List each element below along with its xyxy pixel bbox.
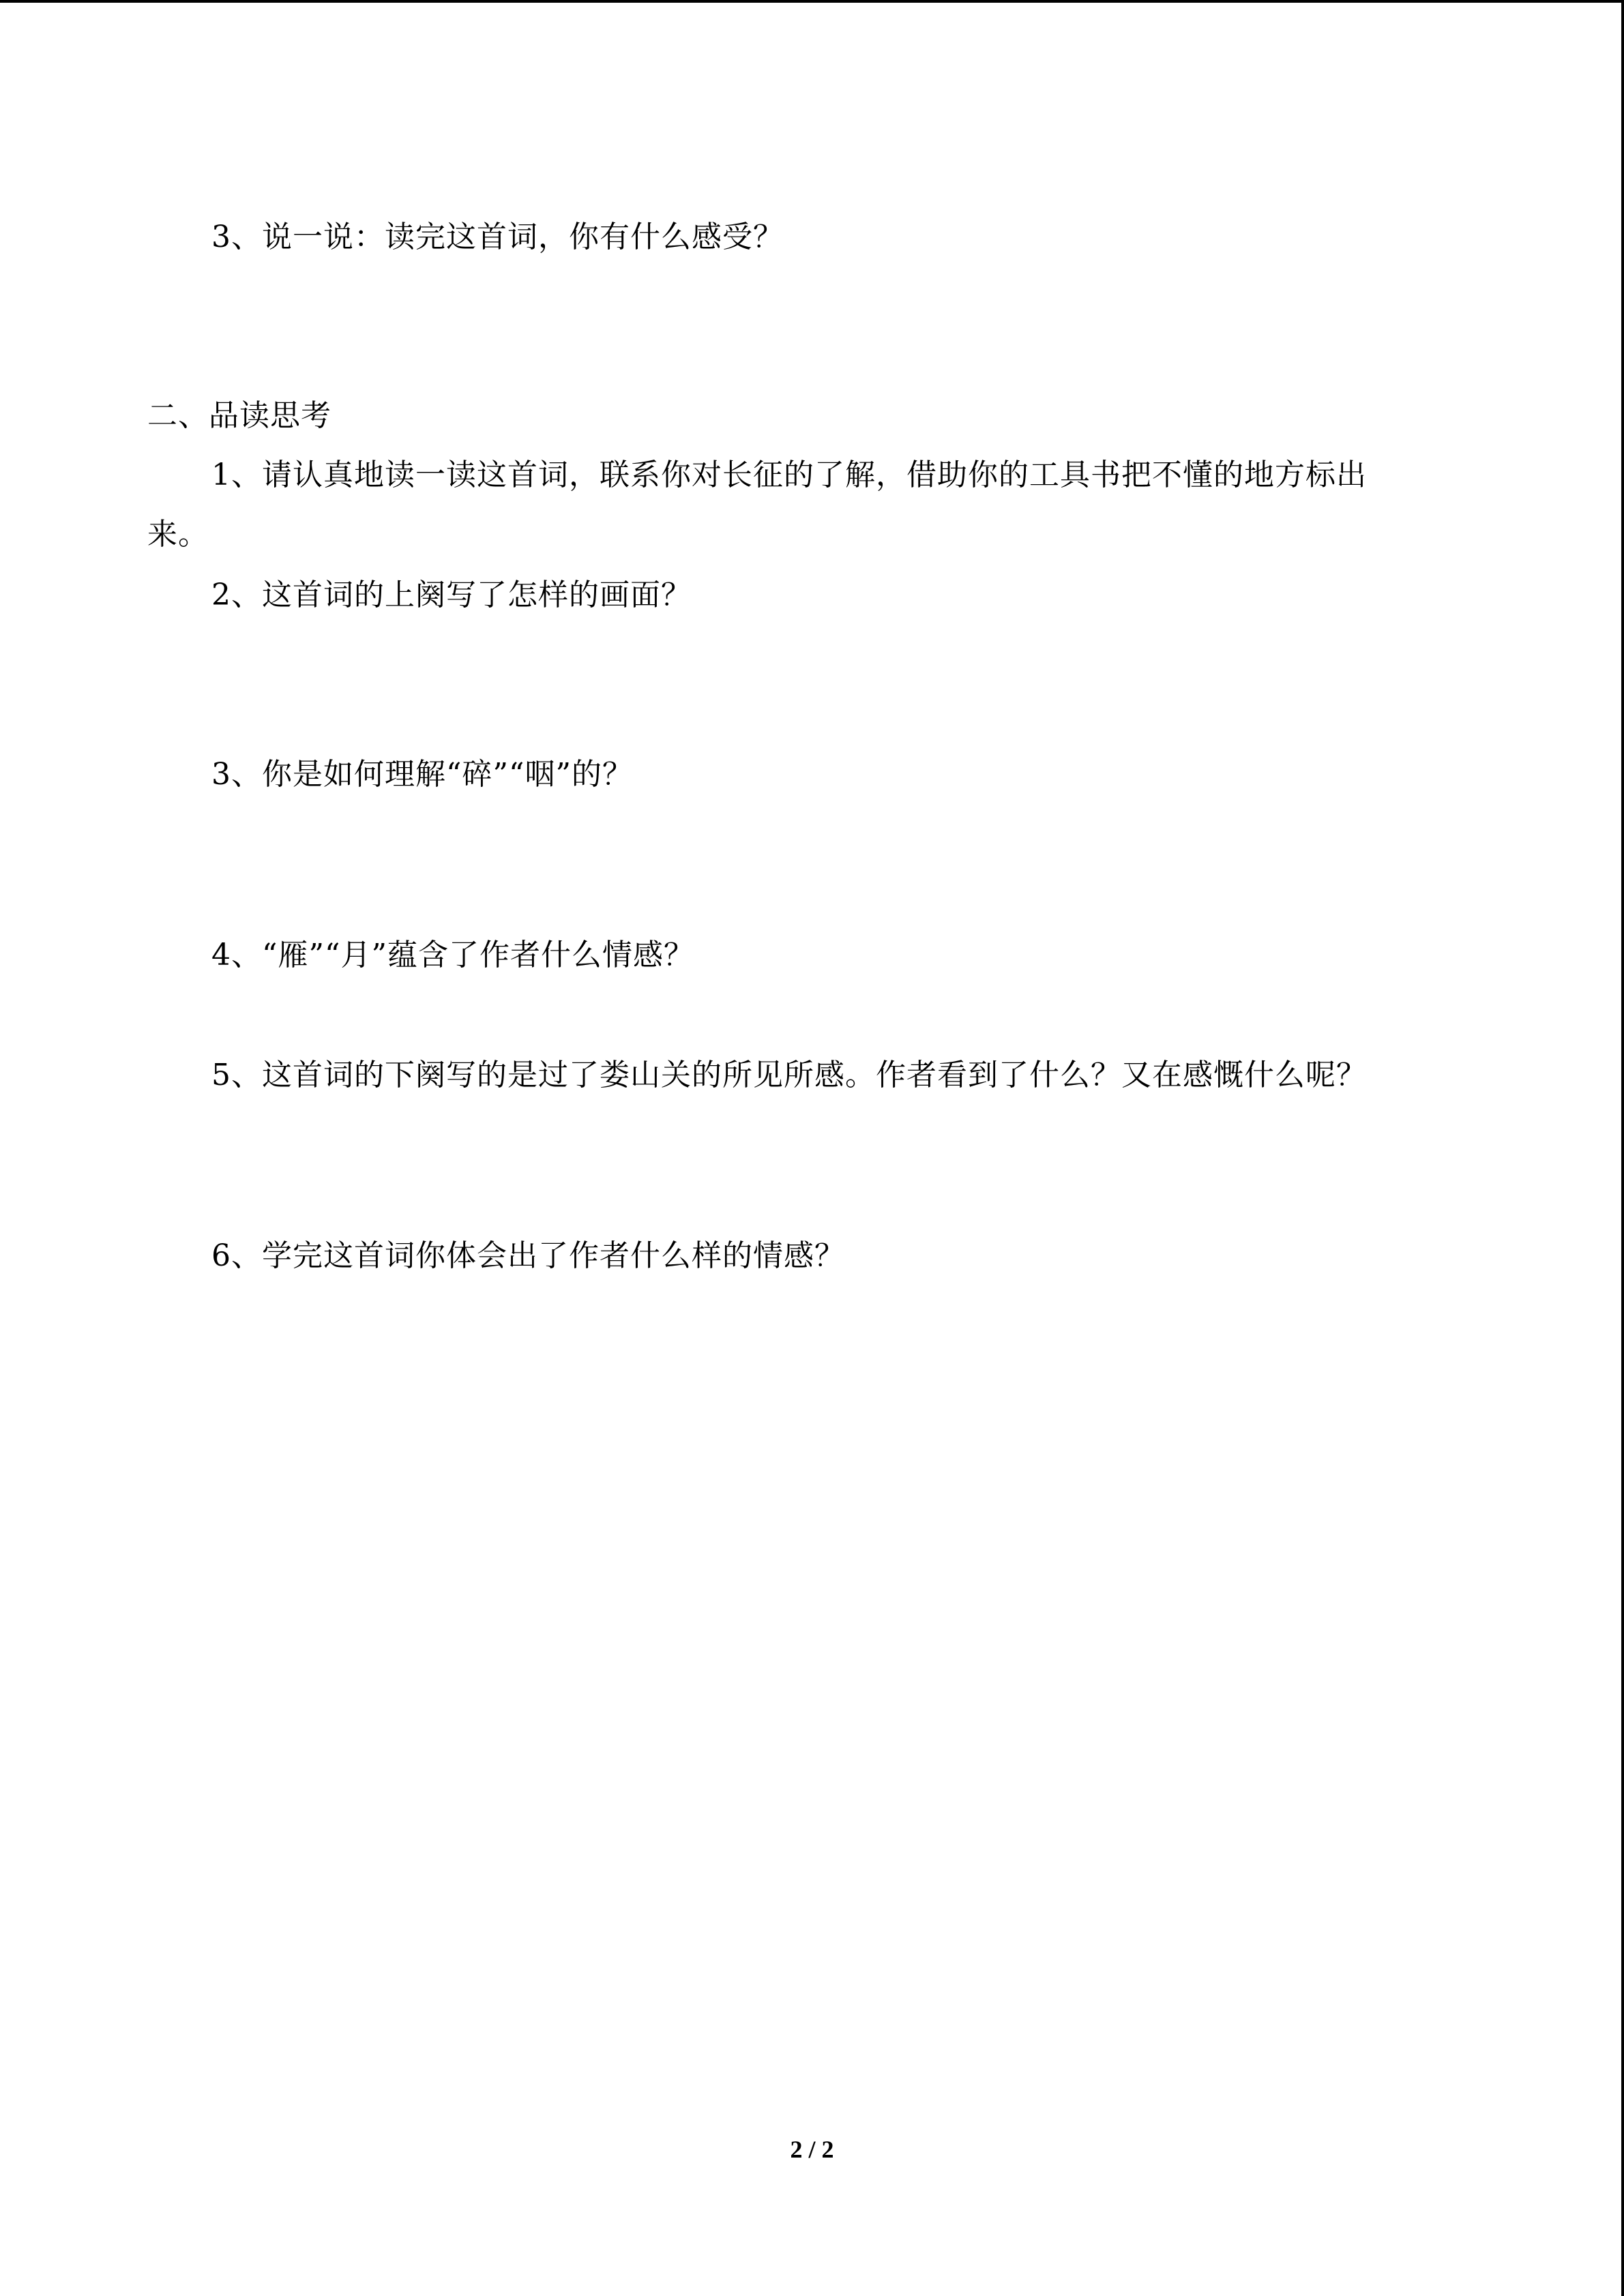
page-right-border (1621, 0, 1624, 2296)
question-5: 5、这首词的下阕写的是过了娄山关的所见所感。作者看到了什么？又在感慨什么呢？ (211, 1058, 1367, 1092)
section-heading: 二、品读思考 (147, 398, 331, 433)
page-number: 2 / 2 (790, 2136, 834, 2163)
question-1-line1: 1、请认真地读一读这首词，联系你对长征的了解，借助你的工具书把不懂的地方标出 (211, 458, 1367, 492)
question-2: 2、这首词的上阕写了怎样的画面？ (211, 578, 692, 612)
question-6: 6、学完这首词你体会出了作者什么样的情感？ (211, 1238, 845, 1273)
question-4: 4、“雁”“月”蕴含了作者什么情感？ (211, 938, 694, 972)
question-3-say: 3、说一说：读完这首词，你有什么感受？ (211, 220, 784, 254)
page-top-border (0, 0, 1624, 3)
question-1-line2: 来。 (147, 517, 209, 552)
question-3: 3、你是如何理解“碎”“咽”的？ (211, 757, 633, 792)
